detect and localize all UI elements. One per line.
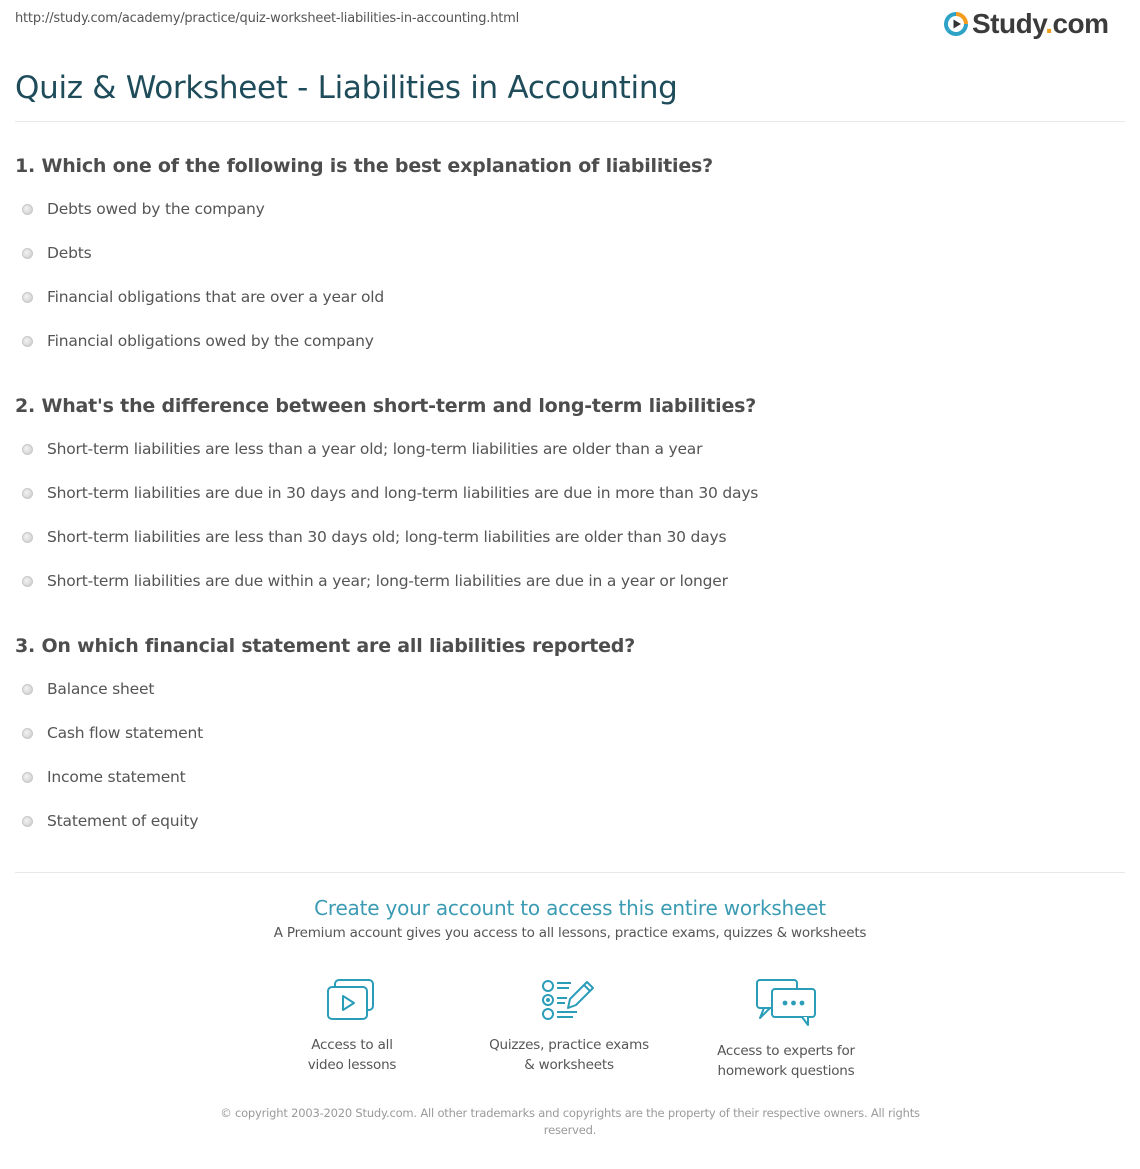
radio-button[interactable]	[22, 248, 33, 259]
radio-button[interactable]	[22, 684, 33, 695]
radio-button[interactable]	[22, 336, 33, 347]
q3-option-1[interactable]	[22, 680, 154, 698]
quiz-checklist-icon	[469, 978, 669, 1022]
feature-label: Access to experts for homework questions	[717, 1043, 855, 1079]
radio-button[interactable]	[22, 292, 33, 303]
feature-quizzes	[469, 978, 669, 1075]
feature-video-lessons	[252, 978, 452, 1075]
radio-button[interactable]	[22, 532, 33, 543]
q3-option-3[interactable]	[22, 768, 186, 786]
question-1: 1. Which one of the following is the best explanation of liabilities?	[15, 155, 713, 177]
radio-button[interactable]	[22, 576, 33, 587]
q2-option-1[interactable]	[22, 440, 702, 458]
option-label: Cash flow statement	[47, 724, 203, 742]
q3-option-4[interactable]	[22, 812, 198, 830]
option-label: Short-term liabilities are due in 30 days and long-term liabilities are due in more than 30 days	[47, 484, 759, 502]
option-label: Financial obligations owed by the company	[47, 332, 374, 350]
q2-option-4[interactable]	[22, 572, 728, 590]
cta-divider	[15, 872, 1125, 873]
feature-label: Access to all video lessons	[307, 1037, 397, 1073]
page-url: http://study.com/academy/practice/quiz-worksheet-liabilities-in-accounting.html	[15, 11, 520, 26]
radio-button[interactable]	[22, 728, 33, 739]
feature-experts	[686, 978, 886, 1081]
radio-button[interactable]	[22, 204, 33, 215]
q2-option-3[interactable]	[22, 528, 726, 546]
option-label: Income statement	[47, 768, 186, 786]
cta-subtitle: A Premium account gives you access to all lessons, practice exams, quizzes & worksheets	[273, 925, 867, 941]
option-label: Financial obligations that are over a year old	[47, 288, 385, 306]
radio-button[interactable]	[22, 488, 33, 499]
q1-option-1[interactable]	[22, 200, 265, 218]
radio-button[interactable]	[22, 772, 33, 783]
option-label: Debts owed by the company	[47, 200, 265, 218]
q1-option-2[interactable]	[22, 244, 91, 262]
logo-wordmark: Study.com	[972, 8, 1109, 39]
q1-option-4[interactable]	[22, 332, 374, 350]
radio-button[interactable]	[22, 816, 33, 827]
play-circle-logo-icon	[944, 12, 968, 36]
option-label: Balance sheet	[47, 680, 155, 698]
question-3: 3. On which financial statement are all liabilities reported?	[15, 635, 636, 657]
video-lessons-icon	[252, 978, 452, 1022]
study-logo[interactable]	[944, 9, 1109, 39]
chat-bubbles-icon	[686, 978, 886, 1028]
q2-option-2[interactable]	[22, 484, 758, 502]
q1-option-3[interactable]	[22, 288, 384, 306]
copyright-notice: © copyright 2003-2020 Study.com. All other trademarks and copyrights are the property of their respective owners. All rights reserved.	[220, 1106, 920, 1137]
option-label: Statement of equity	[47, 812, 199, 830]
option-label: Short-term liabilities are less than 30 days old; long-term liabilities are older than 30 days	[47, 528, 727, 546]
option-label: Short-term liabilities are less than a year old; long-term liabilities are older than a year	[47, 440, 703, 458]
feature-label: Quizzes, practice exams & worksheets	[489, 1037, 649, 1073]
page-title: Quiz & Worksheet - Liabilities in Accounting	[15, 70, 678, 106]
option-label: Short-term liabilities are due within a year; long-term liabilities are due in a year or longer	[47, 572, 728, 590]
cta-title-link[interactable]: Create your account to access this entire worksheet	[314, 896, 826, 920]
question-2: 2. What's the difference between short-term and long-term liabilities?	[15, 395, 757, 417]
q3-option-2[interactable]	[22, 724, 203, 742]
radio-button[interactable]	[22, 444, 33, 455]
title-divider	[15, 121, 1125, 122]
option-label: Debts	[47, 244, 92, 262]
